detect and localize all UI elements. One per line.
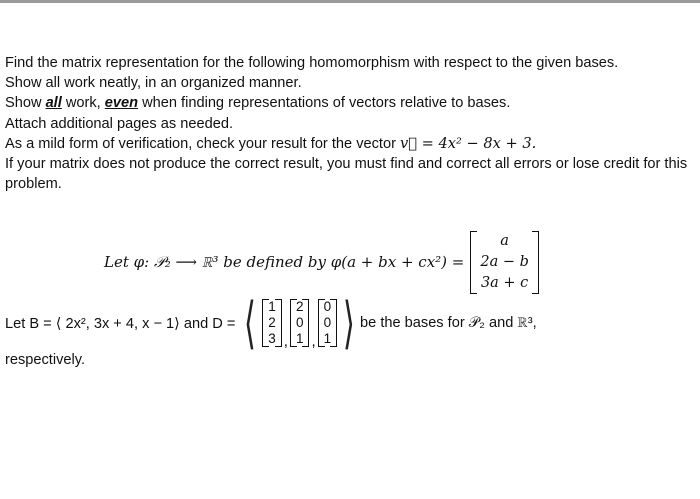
matrix-entry: 2 [268,315,276,330]
verification-vector: v⃗ = 4x² − 8x + 3. [400,134,537,152]
top-border [0,0,700,3]
matrix-entry: 0 [323,315,332,330]
bases-definition [5,290,537,356]
right-bracket [532,231,539,294]
emphasis-even: even [104,95,139,112]
bases-suffix: be the bases for 𝒫₂ and ℝ³, [360,315,537,331]
left-bracket [290,299,297,347]
left-angle-bracket: ⟨ [244,291,257,354]
instruction-line-3-pre: Show [5,95,46,112]
right-bracket [275,299,282,347]
instruction-line-5 [5,134,690,154]
basis-b-text: Let B = ⟨ 2x², 3x + 4, x − 1⟩ and D = [5,315,236,332]
respectively-text: respectively. [5,352,86,368]
image-column-vector [470,231,539,294]
instruction-line-3-post: when finding representations of vectors relative to bases. [138,95,511,112]
matrix-entry: 0 [295,315,304,330]
instruction-line-4: Attach additional pages as needed. [5,115,233,132]
left-bracket [262,299,269,347]
emphasis-all: all [45,95,62,112]
matrix-entry: 1 [323,331,332,346]
instruction-line-3-mid: work, [61,95,105,112]
instruction-line-3 [5,93,690,113]
instruction-line-2: Show all work neatly, in an organized manner. [5,75,302,92]
basis-d-vector-3 [318,299,338,347]
separator-comma: , [311,333,316,350]
vector-entry: 3a + c [480,274,529,291]
map-definition [104,230,539,294]
map-definition-lhs: Let φ: 𝒫₂ ⟶ ℝ³ be defined by φ(a + bx + cx²) = [104,253,465,271]
right-bracket [302,299,309,347]
right-bracket [330,299,337,347]
basis-d-vector-1 [262,299,282,347]
verification-text: As a mild form of verification, check your result for the vector [5,135,400,152]
matrix-entry: 1 [268,299,276,314]
matrix-entry: 1 [295,331,304,346]
matrix-entry: 2 [295,299,304,314]
instruction-line-6: If your matrix does not produce the correct result, you must find and correct all errors or lose credit for this problem. [5,156,688,193]
problem-instructions [5,53,690,194]
matrix-entry: 3 [268,331,276,346]
vector-entry: a [500,232,509,249]
basis-d-vector-2 [290,299,310,347]
left-bracket [470,231,477,294]
left-bracket [318,299,325,347]
right-angle-bracket: ⟩ [343,291,356,354]
separator-comma: , [283,333,288,350]
matrix-entry: 0 [323,299,332,314]
vector-entry: 2a − b [480,253,529,270]
instruction-line-1: Find the matrix representation for the following homomorphism with respect to the given bases. [5,55,619,71]
